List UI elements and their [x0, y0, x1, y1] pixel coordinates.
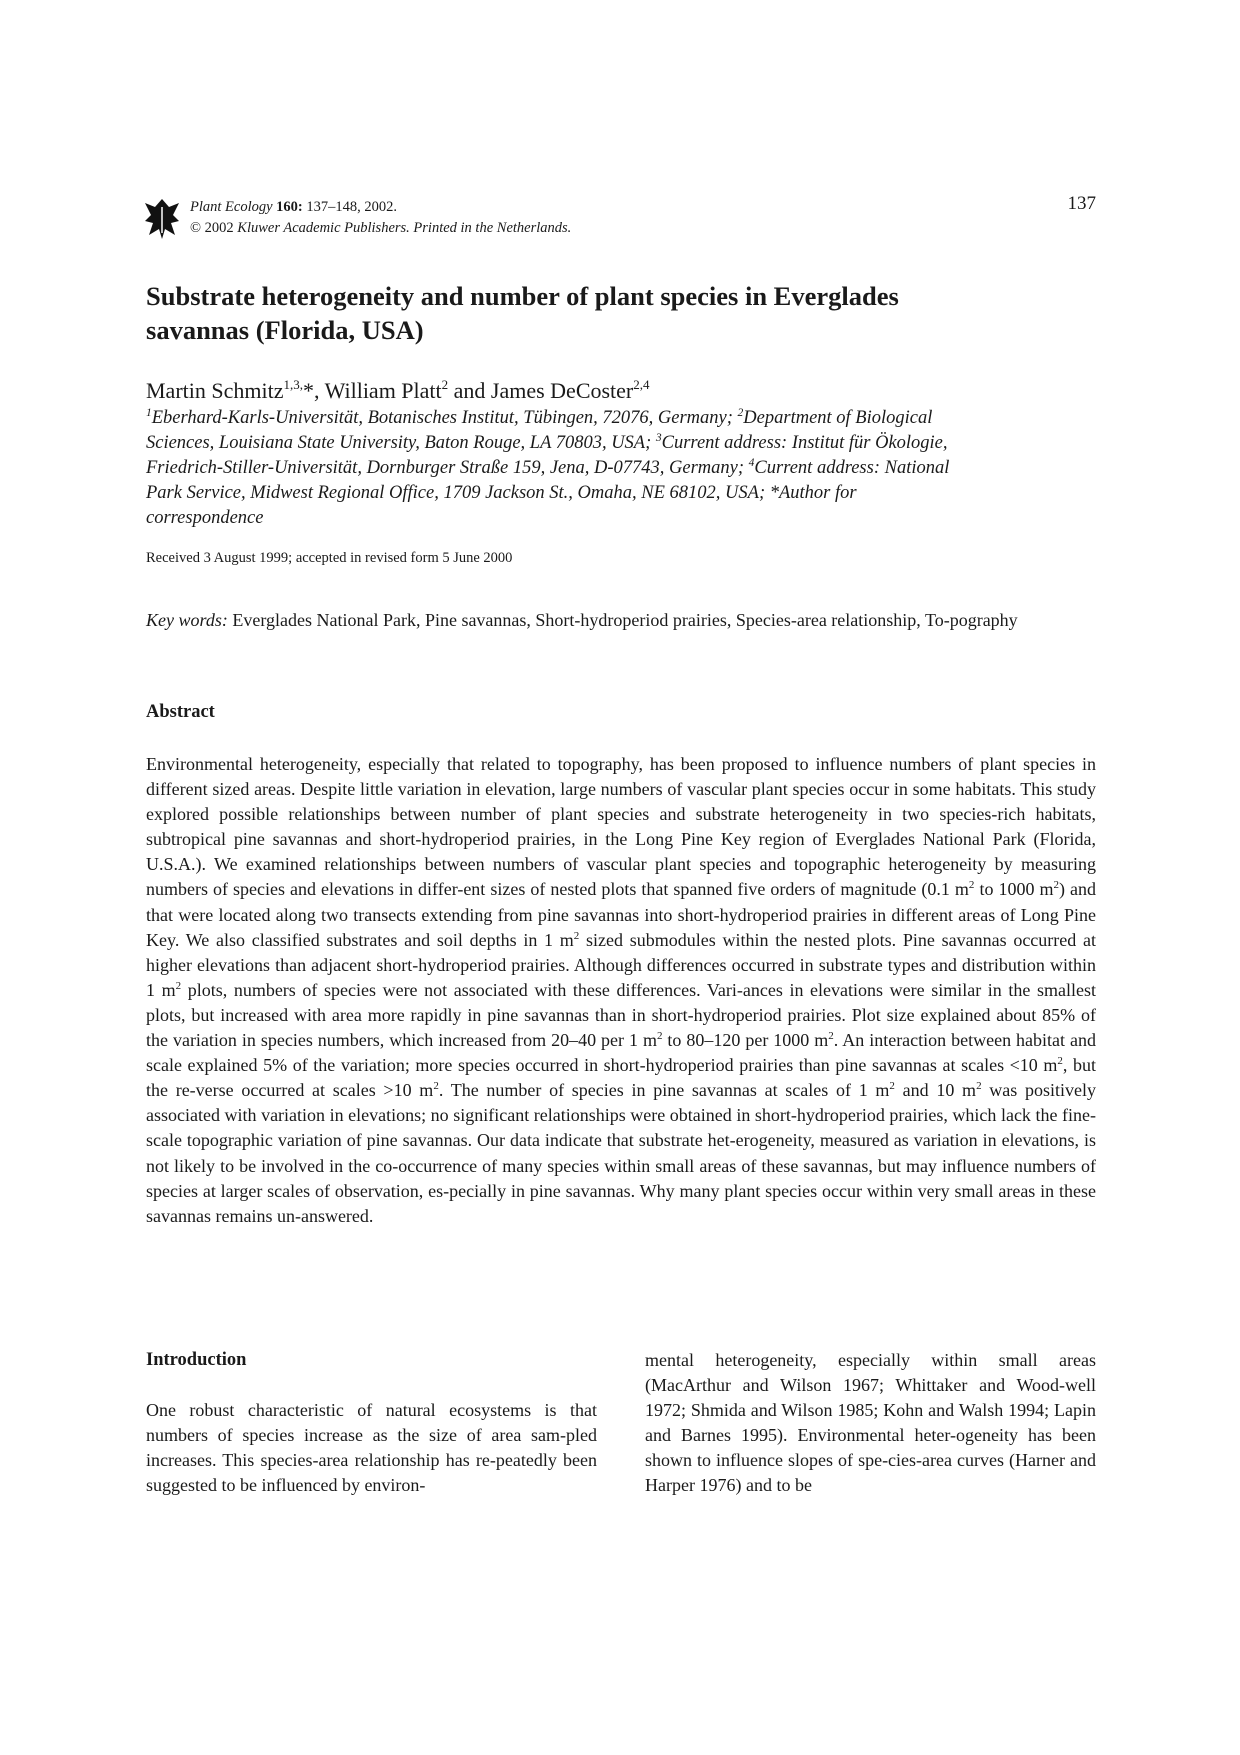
affil-text: Current address: National: [754, 458, 950, 478]
superscript: 2: [175, 979, 182, 992]
author-1: Martin Schmitz: [146, 378, 284, 403]
journal-pages: 137–148, 2002.: [302, 199, 398, 215]
introduction-heading: Introduction: [146, 1350, 247, 1370]
abstract-fragment: Environmental heterogeneity, especially that related to topography, has been proposed to influence numbers of plant species in different sized areas. Despite little variation in elevation, large numbers of vascular plant species occur in some habitats. This study explored possible relationships between number of plant species and substrate heterogeneity in two species-rich habitats, subtropical pine savannas and short-hydroperiod prairies, in the Long Pine Key region of Everglades National Park (Florida, U.S.A.). We examined relationships between numbers of vascular plant species and topographic heterogeneity by measuring numbers of species and elevations in differ-ent sizes of nested plots that spanned five orders of magnitude (0.1 m: [146, 754, 1096, 900]
superscript: 2: [1053, 879, 1059, 892]
journal-name: Plant Ecology: [190, 199, 273, 215]
author-separator: ,: [313, 378, 325, 403]
introduction-left-column: One robust characteristic of natural ecosystems is that numbers of species increase as the size of area sam-pled increases. This species-area relationship has re-peatedly been suggested to be influenced by environ-: [146, 1400, 597, 1496]
superscript: 2: [976, 1080, 982, 1093]
abstract-fragment: . An interaction between habitat and scale explained 5% of the variation; more species occurred in short-hydroperiod prairies than pine savannas at scales <10 m: [146, 1030, 1096, 1076]
superscript: 2: [889, 1080, 895, 1093]
keywords: [146, 608, 1096, 633]
title-line-1: Substrate heterogeneity and number of plant species in Everglades: [146, 281, 899, 311]
copyright-text: Kluwer Academic Publishers. Printed in the Netherlands.: [237, 220, 572, 236]
abstract-fragment: and 10 m: [894, 1080, 977, 1101]
copyright-prefix: © 2002: [190, 220, 238, 236]
author-3-affil: 2,4: [633, 377, 650, 392]
abstract-fragment: . The number of species in pine savannas at scales of 1 m: [438, 1080, 890, 1101]
abstract-fragment: plots, numbers of species were not associated with these differences. Vari-ances in elevations were similar in the smallest plots, but increased with area more rapidly in pine savannas than in short-hydroperiod prairies. Plot size explained about 85% of the variation in species numbers, which increased from 20–40 per 1 m: [146, 979, 1096, 1051]
superscript: 2: [573, 929, 580, 942]
superscript: 2: [968, 879, 975, 892]
abstract-fragment: to 80–120 per 1000 m: [662, 1030, 829, 1051]
superscript: 2: [433, 1080, 439, 1093]
affil-text: correspondence: [146, 508, 264, 528]
introduction-section: [146, 1346, 1096, 1566]
affil-text: Department of Biological: [743, 408, 933, 428]
affil-marker: 2: [737, 407, 744, 419]
affiliations: [146, 406, 1096, 531]
affil-marker: 4: [748, 457, 755, 469]
keywords-label: Key words:: [146, 610, 228, 630]
keywords-text: Everglades National Park, Pine savannas, Short-hydroperiod prairies, Species-area relationship, To-pography: [227, 610, 1018, 630]
journal-citation: [190, 197, 571, 239]
superscript: 2: [1057, 1055, 1063, 1068]
affil-text: Friedrich-Stiller-Universität, Dornburger Straße 159, Jena, D-07743, Germany;: [146, 458, 749, 478]
superscript: 2: [828, 1030, 834, 1043]
author-2: William Platt: [324, 378, 442, 403]
affil-marker: 1: [146, 407, 152, 419]
abstract-fragment: sized submodules within the nested plots. Pine savannas occurred at higher elevations than adjacent short-hydroperiod prairies. Although differences occurred in substrate types and distribution within 1 m: [146, 929, 1096, 1000]
superscript: 2: [656, 1030, 663, 1043]
abstract-fragment: ) and that were located along two transects extending from pine savannas into short-hydroperiod prairies in different areas of Long Pine Key. We also classified substrates and soil depths in 1 m: [146, 879, 1096, 950]
abstract-fragment: to 1000 m: [974, 879, 1054, 900]
affil-text: Park Service, Midwest Regional Office, 1709 Jackson St., Omaha, NE 68102, USA; *Author for: [146, 483, 857, 503]
affil-text: Sciences, Louisiana State University, Baton Rouge, LA 70803, USA;: [146, 433, 656, 453]
paper-title: [146, 279, 1096, 347]
author-2-affil: 2: [441, 377, 449, 392]
abstract-fragment: was positively associated with variation in elevations; no significant relationships were obtained in short-hydroperiod prairies, which lack the fine-scale topographic variation of pine savannas. Our data indicate that substrate het-erogeneity, measured as variation in elevations, is not likely to be involved in the co-occurrence of many species within small areas of these savannas, but may influence numbers of species at larger scales of observation, es-pecially in pine savannas. Why many plant species occur within very small areas in these savannas remains un-answered.: [146, 1080, 1096, 1226]
author-separator: and: [448, 378, 491, 403]
abstract-text: [146, 752, 1096, 1229]
author-3: James DeCoster: [490, 378, 634, 403]
publisher-logo-icon: [145, 197, 179, 239]
received-date: Received 3 August 1999; accepted in revised form 5 June 2000: [146, 550, 513, 566]
journal-volume: 160:: [276, 199, 303, 215]
affil-text: Eberhard-Karls-Universität, Botanisches Institut, Tübingen, 72076, Germany;: [151, 408, 738, 428]
author-list: [146, 376, 1096, 406]
author-1-star: *: [302, 378, 314, 403]
abstract-fragment: , but the re-verse occurred at scales >10 m: [146, 1055, 1096, 1101]
introduction-right-column: mental heterogeneity, especially within small areas (MacArthur and Wilson 1967; Whittaker and Wood-well 1972; Shmida and Wilson 1985; Kohn and Walsh 1994; Lapin and Barnes 1995). Environmental heter-ogeneity has been shown to influence slopes of spe-cies-area curves (Harner and Harper 1976) and to be: [645, 1350, 1096, 1496]
affil-text: Current address: Institut für Ökologie,: [661, 433, 948, 453]
author-1-affil: 1,3,: [283, 377, 303, 392]
affil-marker: 3: [655, 432, 662, 444]
title-line-2: savannas (Florida, USA): [146, 315, 424, 345]
abstract-heading: Abstract: [146, 702, 215, 722]
page-number: 137: [1067, 193, 1096, 214]
